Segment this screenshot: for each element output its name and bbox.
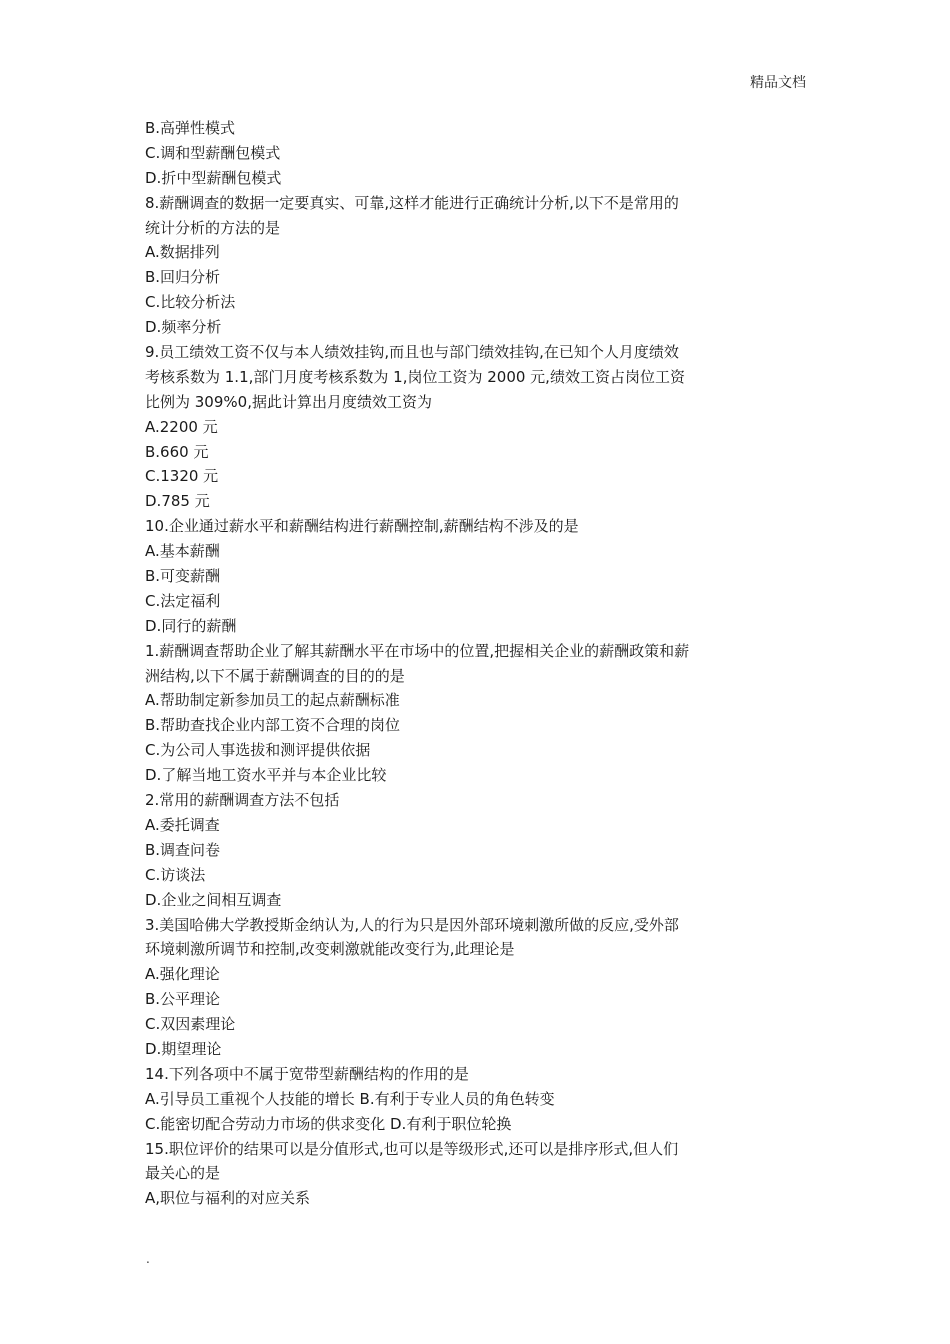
text-line: B.660 元: [145, 442, 209, 461]
text-line: A.基本薪酬: [145, 542, 220, 561]
text-line: C.为公司人事选拔和测评提供依据: [145, 741, 371, 760]
text-line: D.频率分析: [145, 318, 222, 337]
page-footer: .: [146, 1252, 150, 1266]
text-line: A.2200 元: [145, 417, 218, 436]
text-line: 洲结构,以下不属于薪酬调查的目的的是: [145, 666, 405, 685]
text-line: 1.薪酬调查帮助企业了解其薪酬水平在市场中的位置,把握相关企业的薪酬政策和薪: [145, 641, 690, 660]
text-line: 14.下列各项中不属于宽带型薪酬结构的作用的是: [145, 1064, 469, 1083]
text-line: B.帮助查找企业内部工资不合理的岗位: [145, 716, 401, 735]
text-line: A.强化理论: [145, 965, 220, 984]
text-line: A.帮助制定新参加员工的起点薪酬标准: [145, 691, 400, 710]
text-line: D.同行的薪酬: [145, 616, 237, 635]
page-header: 精品文档: [750, 75, 806, 91]
text-line: 2.常用的薪酬调查方法不包括: [145, 791, 340, 810]
text-line: A,职位与福利的对应关系: [145, 1189, 311, 1208]
text-line: D.期望理论: [145, 1039, 222, 1058]
text-line: 3.美国哈佛大学教授斯金纳认为,人的行为只是因外部环境刺激所做的反应,受外部: [145, 915, 679, 934]
text-line: 统计分析的方法的是: [145, 218, 281, 237]
text-line: 15.职位评价的结果可以是分值形式,也可以是等级形式,还可以是排序形式,但人们: [145, 1139, 679, 1158]
text-line: 考核系数为 1.1,部门月度考核系数为 1,岗位工资为 2000 元,绩效工资占岗位工资: [145, 367, 685, 386]
text-line: C.能密切配合劳动力市场的供求变化 D.有利于职位轮换: [145, 1114, 512, 1133]
text-line: 8.薪酬调查的数据一定要真实、可靠,这样才能进行正确统计分析,以下不是常用的: [145, 193, 679, 212]
text-line: A.数据排列: [145, 243, 220, 262]
text-line: 9.员工绩效工资不仅与本人绩效挂钩,而且也与部门绩效挂钩,在已知个人月度绩效: [145, 343, 679, 362]
text-line: A.委托调查: [145, 815, 220, 834]
text-line: A.引导员工重视个人技能的增长 B.有利于专业人员的角色转变: [145, 1089, 555, 1108]
text-line: C.访谈法: [145, 865, 206, 884]
text-line: D.785 元: [145, 492, 210, 511]
text-line: 10.企业通过薪水平和薪酬结构进行薪酬控制,薪酬结构不涉及的是: [145, 517, 579, 536]
text-line: C.1320 元: [145, 467, 219, 486]
text-line: D.了解当地工资水平并与本企业比较: [145, 766, 387, 785]
text-line: D.企业之间相互调查: [145, 890, 282, 909]
document-body: [145, 116, 765, 1211]
text-line: C.调和型薪酬包模式: [145, 143, 281, 162]
text-line: C.比较分析法: [145, 293, 236, 312]
text-line: B.公平理论: [145, 990, 221, 1009]
text-line: C.双因素理论: [145, 1015, 236, 1034]
text-line: B.调查问卷: [145, 840, 221, 859]
text-line: 比例为 309%0,据此计算出月度绩效工资为: [145, 392, 432, 411]
text-line: 最关心的是: [145, 1164, 221, 1183]
text-line: B.回归分析: [145, 268, 221, 287]
text-line: 环境刺激所调节和控制,改变刺激就能改变行为,此理论是: [145, 940, 515, 959]
text-line: D.折中型薪酬包模式: [145, 168, 282, 187]
text-line: B.高弹性模式: [145, 119, 236, 137]
text-line: C.法定福利: [145, 591, 221, 610]
text-line: B.可变薪酬: [145, 567, 221, 586]
